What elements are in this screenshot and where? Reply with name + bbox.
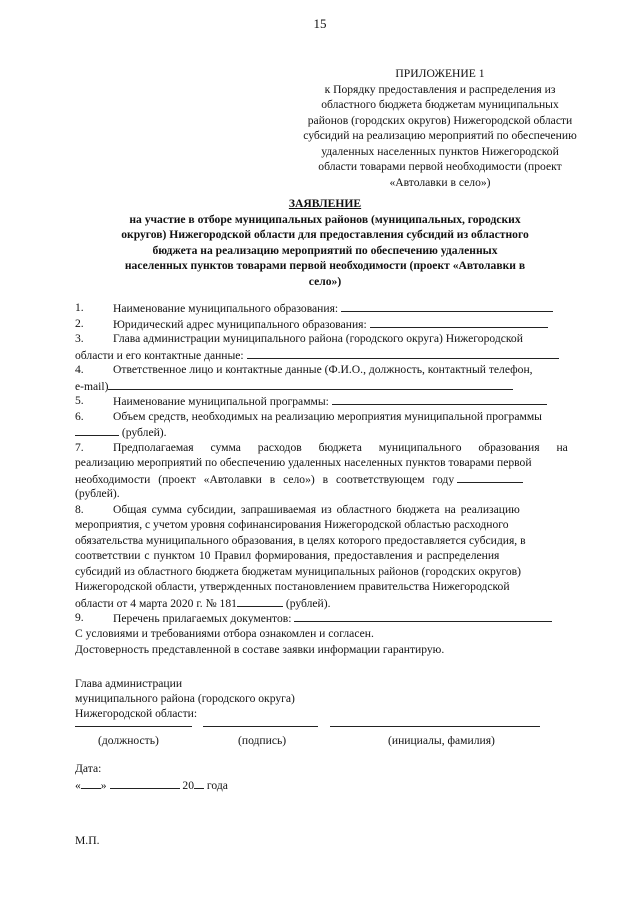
appendix-line: областного бюджета бюджетам муниципальных (321, 98, 559, 111)
item-label: (рублей). (121, 426, 167, 439)
item-text: субсидий из областного бюджета бюджетам муниципальных районов (городских округов) (75, 564, 521, 578)
fill-line[interactable] (75, 424, 119, 436)
item-text: соответствии с пунктом 10 Правил формирования, предоставления и распределения (75, 549, 500, 562)
item-text: мероприятия, с учетом уровня софинансирования Нижегородской областью расходного (75, 518, 509, 531)
appendix-block (290, 66, 590, 190)
item-number: 5. (75, 394, 84, 407)
item-text: Ответственное лицо и контактные данные (Ф.И.О., должность, контактный телефон, (113, 363, 533, 376)
title-line: округов) Нижегородской области для предоставления субсидий из областного (121, 228, 529, 241)
position-label: (должность) (98, 734, 159, 747)
title-line: бюджета на реализацию мероприятий по обеспечению удаленных (152, 243, 498, 257)
year-prefix: 20 (182, 779, 194, 792)
item-text: Объем средств, необходимых на реализацию мероприятия муниципальной программы (113, 409, 542, 423)
date-quote: » (100, 779, 107, 792)
signatory-line: муниципального района (городского округа) (75, 692, 295, 705)
fill-line[interactable] (247, 347, 559, 359)
appendix-line: удаленных населенных пунктов Нижегородской (321, 144, 559, 158)
item-number: 1. (75, 301, 84, 314)
form-items (75, 300, 595, 626)
sign-signature-line[interactable] (203, 726, 318, 727)
item-number: 3. (75, 332, 84, 345)
fill-line[interactable] (108, 378, 513, 390)
item-text (113, 610, 552, 626)
item-6-cont (75, 424, 595, 440)
item-1 (75, 300, 595, 316)
item-label: e-mail) (75, 379, 109, 393)
item-8-cont (75, 533, 595, 549)
title-line: село») (308, 274, 342, 288)
item-number: 2. (75, 316, 84, 330)
item-label: необходимости (проект «Автолавки в село») в соответствующем году (75, 472, 455, 486)
document-title (80, 196, 570, 289)
date-field (75, 777, 228, 794)
fill-line[interactable] (332, 393, 547, 405)
item-label: (рублей). (285, 596, 331, 610)
position-signature-line[interactable] (75, 726, 192, 727)
item-7-cont (75, 471, 595, 487)
signatory-line: Глава администрации (75, 677, 183, 690)
item-number: 6. (75, 409, 84, 423)
item-8-cont (75, 595, 595, 611)
item-text: Предполагаемая сумма расходов бюджета муниципального образования на (113, 440, 568, 454)
year-suffix: года (206, 779, 228, 792)
item-9 (75, 610, 595, 626)
item-text (113, 316, 548, 332)
item-7-cont (75, 455, 595, 471)
month-fill-line[interactable] (110, 777, 180, 789)
item-8-cont (75, 517, 595, 533)
closing-line: Достоверность представленной в составе заявки информации гарантирую. (75, 643, 445, 656)
sign-label: (подпись) (238, 734, 287, 747)
item-8-cont (75, 564, 595, 580)
item-text (75, 347, 559, 363)
year-fill-line[interactable] (194, 777, 204, 789)
closing-statement (75, 626, 595, 658)
item-number: 7. (75, 440, 84, 454)
item-text: обязательства муниципального образования, в целях которого предоставляется субсидия, в (75, 533, 526, 547)
seal-placeholder: М.П. (75, 834, 100, 847)
item-label: Перечень прилагаемых документов: (113, 612, 292, 625)
page-number: 15 (313, 16, 327, 31)
closing-line: С условиями и требованиями отбора ознакомлен и согласен. (75, 627, 374, 640)
item-text (75, 471, 523, 487)
item-text (75, 378, 513, 394)
item-label: области и его контактные данные: (75, 348, 244, 362)
fill-line[interactable] (370, 316, 548, 328)
day-fill-line[interactable] (81, 777, 101, 789)
item-3 (75, 331, 595, 347)
appendix-line: субсидий на реализацию мероприятий по обеспечению (303, 129, 577, 142)
title-line: на участие в отборе муниципальных районов (муниципальных, городских (129, 212, 521, 226)
item-2 (75, 316, 595, 332)
item-text (113, 300, 553, 316)
signature-block (75, 676, 595, 721)
appendix-line: «Автолавки в село») (389, 175, 491, 189)
date-quote: « (75, 779, 81, 792)
fill-line[interactable] (457, 471, 523, 483)
item-label: области от 4 марта 2020 г. № 181 (75, 596, 237, 610)
item-8-cont (75, 579, 595, 595)
name-label: (инициалы, фамилия) (388, 734, 495, 747)
item-7 (75, 440, 595, 456)
title-line: населенных пунктов товарами первой необходимости (проект «Автолавки в (124, 259, 526, 272)
appendix-line: к Порядку предоставления и распределения из (324, 82, 556, 96)
item-5 (75, 393, 595, 409)
item-text: Нижегородской области, утвержденных постановлением правительства Нижегородской (75, 580, 510, 593)
date-label: Дата: (75, 762, 102, 775)
appendix-label: ПРИЛОЖЕНИЕ 1 (395, 67, 485, 80)
item-text: Общая сумма субсидии, запрашиваемая из областного бюджета на реализацию (113, 502, 520, 516)
fill-line[interactable] (294, 610, 552, 622)
item-number: 4. (75, 363, 84, 376)
item-label: Наименование муниципальной программы: (113, 395, 329, 408)
item-text: Глава администрации муниципального района (городского округа) Нижегородской (113, 332, 523, 345)
item-8 (75, 502, 595, 518)
fill-line[interactable] (341, 300, 553, 312)
item-3-cont (75, 347, 595, 363)
name-signature-line[interactable] (330, 726, 540, 727)
date-block (75, 760, 228, 794)
item-text (75, 595, 331, 611)
item-text: (рублей). (75, 487, 120, 500)
item-text: реализацию мероприятий по обеспечению удаленных населенных пунктов товарами первой (75, 456, 532, 469)
item-4-cont (75, 378, 595, 394)
item-number: 9. (75, 611, 84, 624)
appendix-line: области товарами первой необходимости (проект (318, 160, 562, 173)
appendix-line: районов (городских округов) Нижегородской области (307, 113, 573, 127)
item-label: Юридический адрес муниципального образования: (113, 317, 367, 331)
item-text (75, 424, 167, 440)
signatory-line: Нижегородской области: (75, 707, 198, 720)
item-4 (75, 362, 595, 378)
item-8-cont (75, 548, 595, 564)
item-number: 8. (75, 502, 84, 516)
item-label: Наименование муниципального образования: (113, 302, 339, 315)
item-6 (75, 409, 595, 425)
item-7-cont (75, 486, 595, 502)
title-heading: ЗАЯВЛЕНИЕ (288, 197, 362, 210)
fill-line[interactable] (237, 595, 283, 607)
item-text (113, 393, 547, 409)
